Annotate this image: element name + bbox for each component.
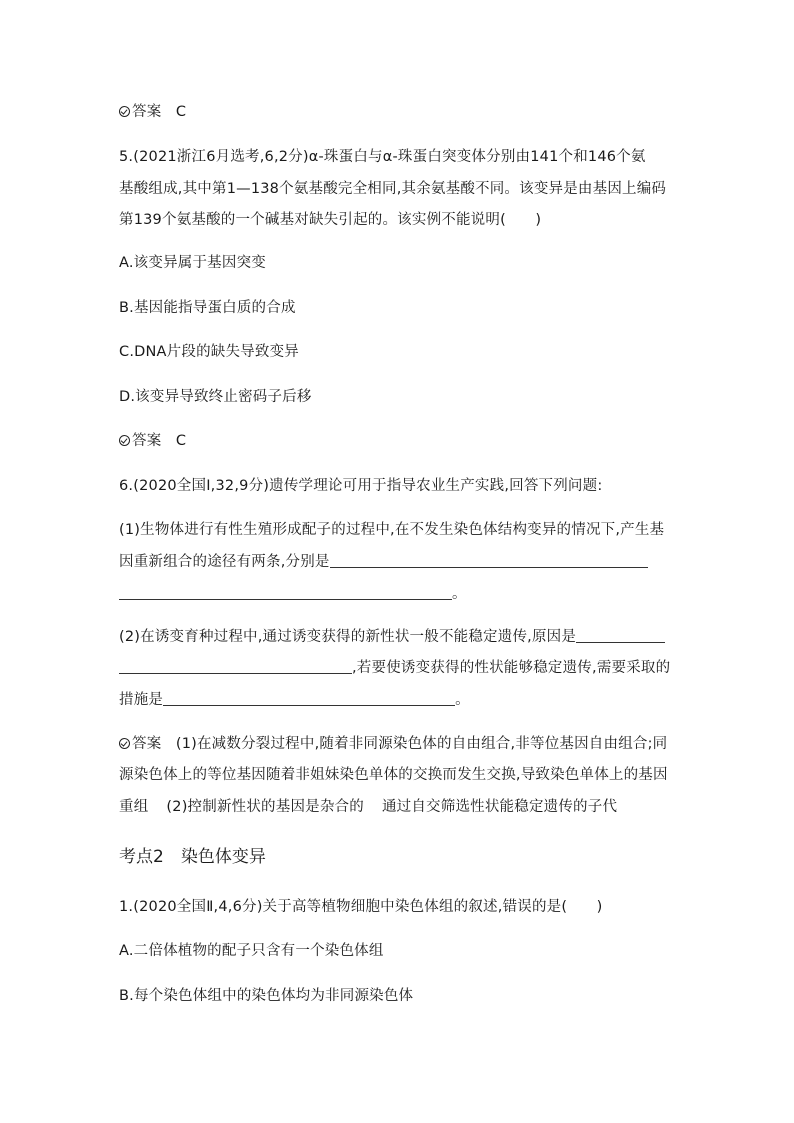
- answer-line-q6-3: [119, 797, 617, 817]
- q5-stem-line-3: 第139个氨基酸的一个碱基对缺失引起的。该实例不能说明( ): [119, 212, 542, 228]
- q6-part2-line-2: [119, 658, 670, 678]
- answer-value: C: [175, 104, 187, 120]
- section-heading: 考点2 染色体变异: [119, 847, 266, 867]
- answer-line-q6-2: 源染色体上的等位基因随着非姐妹染色单体的交换而发生交换,导致染色单体上的基因: [119, 767, 668, 783]
- q1-option-b: B.每个染色体组中的染色体均为非同源染色体: [119, 988, 414, 1004]
- answer-line-q5: [119, 431, 186, 451]
- q6-part2-end: 。: [455, 692, 470, 708]
- answer-text: (1)在减数分裂过程中,随着非同源染色体的自由组合,非等位基因自由组合;同: [175, 736, 668, 752]
- q5-stem-line-1: 5.(2021浙江6月选考,6,2分)α-珠蛋白与α-珠蛋白突变体分别由141个和146个氨: [119, 149, 646, 165]
- answer-value: C: [175, 433, 187, 449]
- answer-check-icon: [119, 738, 130, 749]
- answer-check-icon: [119, 106, 130, 117]
- answer-text: (2)控制新性状的基因是杂合的: [166, 799, 364, 815]
- answer-check-icon: [119, 435, 130, 446]
- q6-part1-line-2: [119, 552, 648, 572]
- answer-text: 通过自交筛选性状能稳定遗传的子代: [381, 799, 618, 815]
- answer-blank[interactable]: [119, 659, 352, 674]
- q6-part2-text: ,若要使诱变获得的性状能够稳定遗传,需要采取的: [352, 660, 671, 676]
- q6-part1-line-3: [119, 584, 467, 604]
- answer-line-q6: [119, 734, 667, 754]
- q5-stem-line-2: 基酸组成,其中第1—138个氨基酸完全相同,其余氨基酸不同。该变异是由基因上编码: [119, 181, 667, 197]
- q6-part2-text: (2)在诱变育种过程中,通过诱变获得的新性状一般不能稳定遗传,原因是: [119, 629, 577, 645]
- q6-part2-text: 措施是: [119, 692, 164, 708]
- answer-blank[interactable]: [330, 553, 648, 568]
- q6-stem: 6.(2020全国Ⅰ,32,9分)遗传学理论可用于指导农业生产实践,回答下列问题:: [119, 478, 603, 494]
- q5-option-c: C.DNA片段的缺失导致变异: [119, 344, 299, 360]
- answer-text: 重组: [119, 799, 149, 815]
- answer-label: 答案: [132, 104, 162, 120]
- q5-option-b: B.基因能指导蛋白质的合成: [119, 300, 296, 316]
- q5-option-d: D.该变异导致终止密码子后移: [119, 389, 312, 405]
- answer-label: 答案: [132, 736, 162, 752]
- q6-part2-line-1: [119, 627, 665, 647]
- q6-part1-line-1: (1)生物体进行有性生殖形成配子的过程中,在不发生染色体结构变异的情况下,产生基: [119, 522, 665, 538]
- answer-blank[interactable]: [119, 585, 452, 600]
- q1-option-a: A.二倍体植物的配子只含有一个染色体组: [119, 943, 384, 959]
- q6-part2-line-3: [119, 690, 470, 710]
- q5-option-a: A.该变异属于基因突变: [119, 255, 266, 271]
- answer-blank[interactable]: [576, 628, 665, 643]
- q1-stem: 1.(2020全国Ⅱ,4,6分)关于高等植物细胞中染色体组的叙述,错误的是( ): [119, 899, 603, 915]
- q6-part1-text: 因重新组合的途径有两条,分别是: [119, 554, 330, 570]
- answer-blank[interactable]: [163, 691, 455, 706]
- answer-label: 答案: [132, 433, 162, 449]
- answer-line-q4: [119, 102, 186, 122]
- q6-part1-end: 。: [452, 586, 467, 602]
